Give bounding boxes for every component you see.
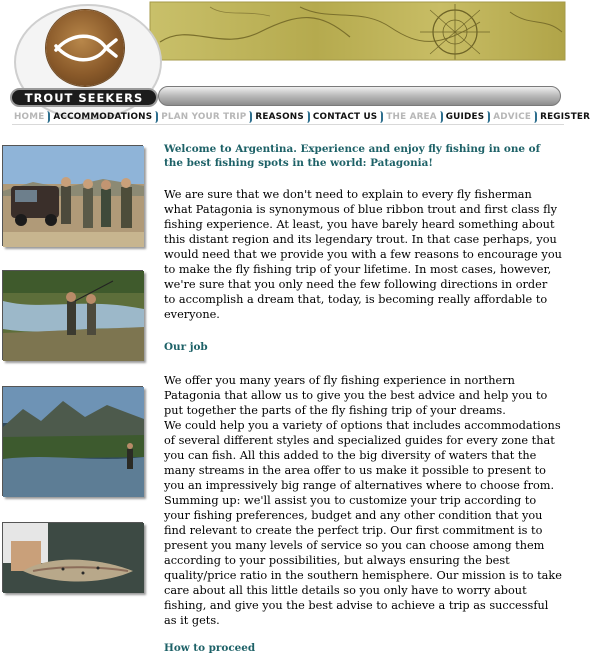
how-to-proceed-heading: How to proceed	[164, 642, 256, 654]
main-navigation	[12, 110, 593, 124]
nav-contact-us[interactable]: CONTACT US	[312, 112, 378, 122]
nav-the-area[interactable]: THE AREA	[386, 112, 437, 122]
job-paragraph-2: We could help you a variety of options that includes accommodations of several different styles and specialized guides for every zone that you can fish. All this added to the big diversity of waters that the many streams in the area offer to us make it possible to present to you an impressively big range of alternatives where to choose from.	[164, 419, 561, 492]
brand-name-badge[interactable]	[10, 88, 158, 107]
anglers-by-river-photo	[2, 270, 143, 360]
nav-divider	[12, 124, 564, 125]
site-header	[0, 0, 600, 130]
brand-name: TROUT SEEKERS	[24, 91, 144, 105]
fish-symbol-icon[interactable]	[46, 10, 124, 86]
nav-advice[interactable]: ADVICE	[493, 112, 532, 122]
nav-separator	[155, 111, 158, 123]
job-paragraph-1: We offer you many years of fly fishing experience in northern Patagonia that allow us to give you the best advice and help you to put together the parts of the fly fishing trip of your dreams.	[164, 374, 548, 417]
job-paragraph-3: Summing up: we'll assist you to customize your trip according to your fishing preferences, budget and any other condition that you find relevant to create the perfect trip. Our first commitment is to present you many levels of service so you can choose among them according to your possibilities, but always ensuring the best quality/price ratio in the southern hemisphere. Our mission is to take care about all this little details so you only have to worry about fishing, and give you the best advise to achieve a trip as successful as it gets.	[164, 494, 562, 627]
header-decorative-bar	[158, 86, 561, 106]
nav-separator	[47, 111, 50, 123]
antique-map-banner	[150, 2, 565, 60]
nav-separator	[307, 111, 310, 123]
nav-guides[interactable]: GUIDES	[445, 112, 485, 122]
nav-separator	[534, 111, 537, 123]
mountain-river-fishing-photo	[2, 386, 143, 496]
nav-plan-your-trip[interactable]: PLAN YOUR TRIP	[161, 112, 247, 122]
nav-home[interactable]: HOME	[14, 112, 45, 122]
nav-separator	[440, 111, 443, 123]
anglers-by-truck-photo	[2, 145, 143, 246]
nav-reasons[interactable]: REASONS	[255, 112, 304, 122]
main-content	[164, 143, 562, 656]
nav-accommodations[interactable]: ACCOMMODATIONS	[53, 112, 153, 122]
trout-catch-photo	[2, 522, 143, 592]
intro-paragraph: We are sure that we don't need to explain to every fly fisherman what Patagonia is synonymous of blue ribbon trout and first class fly fishing experience. At least, you have barely heard something about this distant region and its legendary trout. In that case perhaps, you would need that we provide you with a few reasons to encourage you to make the fly fishing trip of your lifetime. In most cases, however, we're sure that you only need the few following directions in order to accomplish a dream that, today, is becoming really affordable to everyone.	[164, 188, 562, 321]
nav-separator	[380, 111, 383, 123]
nav-register[interactable]: REGISTER	[540, 112, 591, 122]
welcome-heading: Welcome to Argentina. Experience and enjoy fly fishing in one of the best fishing spots in the world: Patagonia!	[164, 143, 541, 169]
nav-separator	[249, 111, 252, 123]
nav-separator	[487, 111, 490, 123]
our-job-heading: Our job	[164, 341, 208, 353]
